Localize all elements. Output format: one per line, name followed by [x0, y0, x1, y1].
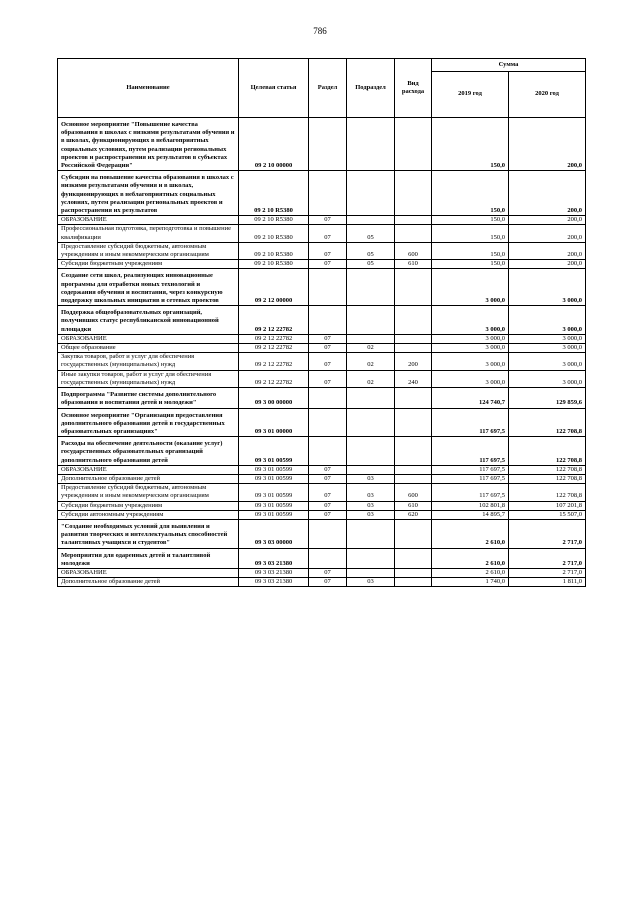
row-target-article-cell: 09 2 12 22782	[239, 370, 309, 387]
row-expense-type-cell: 600	[395, 484, 432, 501]
row-sum-2019-cell: 117 697,5	[432, 484, 509, 501]
row-name-cell: Иные закупки товаров, работ и услуг для обеспечения государственных (муниципальных) нужд	[58, 370, 239, 387]
row-subsection-cell	[347, 408, 395, 437]
row-sum-2020-cell: 122 708,8	[509, 437, 586, 466]
row-sum-2020-cell: 2 717,0	[509, 568, 586, 577]
row-expense-type-cell	[395, 118, 432, 171]
row-subsection-cell	[347, 465, 395, 474]
row-section-cell: 07	[309, 484, 347, 501]
row-target-article-cell: 09 3 01 00599	[239, 510, 309, 519]
row-sum-2019-cell: 117 697,5	[432, 408, 509, 437]
row-sum-2019-cell: 1 740,0	[432, 578, 509, 587]
table-row	[58, 353, 586, 370]
table-row	[58, 334, 586, 343]
row-sum-2020-cell: 200,0	[509, 242, 586, 259]
row-name-cell: "Создание необходимых условий для выявления и развития творческих и интеллектуальных способностей талантливых учащихся и студентов"	[58, 519, 239, 548]
row-subsection-cell: 05	[347, 225, 395, 242]
row-section-cell: 07	[309, 501, 347, 510]
header-sum: Сумма	[432, 59, 586, 72]
row-name-cell: Основное мероприятие "Повышение качества образования в школах с низкими результатами обучения и в школах, функционирующих в неблагоприятных социальных условиях, путем реализации региональных проектов и распространения их результатов в субъектах Российской Федерации"	[58, 118, 239, 171]
table-row	[58, 578, 586, 587]
row-sum-2020-cell: 15 507,0	[509, 510, 586, 519]
row-expense-type-cell	[395, 408, 432, 437]
row-target-article-cell: 09 2 10 R5380	[239, 225, 309, 242]
table-row	[58, 171, 586, 216]
row-target-article-cell: 09 3 01 00599	[239, 474, 309, 483]
header-subsection: Подраздел	[347, 59, 395, 118]
table-header	[58, 59, 586, 118]
row-target-article-cell: 09 3 00 00000	[239, 388, 309, 408]
row-expense-type-cell	[395, 465, 432, 474]
row-subsection-cell	[347, 171, 395, 216]
row-name-cell: Мероприятия для одаренных детей и талантливой молодежи	[58, 548, 239, 568]
row-sum-2019-cell: 2 610,0	[432, 568, 509, 577]
page-number: 786	[313, 26, 327, 36]
row-expense-type-cell	[395, 171, 432, 216]
row-sum-2019-cell: 102 801,8	[432, 501, 509, 510]
row-target-article-cell: 09 2 10 R5380	[239, 171, 309, 216]
row-section-cell	[309, 519, 347, 548]
row-section-cell	[309, 171, 347, 216]
row-sum-2020-cell: 3 000,0	[509, 269, 586, 306]
row-expense-type-cell	[395, 306, 432, 335]
row-section-cell	[309, 408, 347, 437]
row-sum-2019-cell: 3 000,0	[432, 269, 509, 306]
row-name-cell: Субсидии бюджетным учреждениям	[58, 501, 239, 510]
row-subsection-cell: 02	[347, 353, 395, 370]
row-section-cell: 07	[309, 216, 347, 225]
row-name-cell: Субсидии автономным учреждениям	[58, 510, 239, 519]
row-name-cell: ОБРАЗОВАНИЕ	[58, 216, 239, 225]
row-sum-2020-cell: 3 000,0	[509, 334, 586, 343]
row-sum-2019-cell: 2 610,0	[432, 519, 509, 548]
row-section-cell: 07	[309, 465, 347, 474]
row-name-cell: Общее образование	[58, 344, 239, 353]
row-name-cell: Субсидии бюджетным учреждениям	[58, 260, 239, 269]
row-name-cell: Создание сети школ, реализующих инновационные программы для отработки новых технологий и содержания обучения и воспитания, через конкурсную поддержку школьных инициатив и сетевых проектов	[58, 269, 239, 306]
row-target-article-cell: 09 2 10 00000	[239, 118, 309, 171]
row-section-cell	[309, 269, 347, 306]
row-sum-2019-cell: 150,0	[432, 242, 509, 259]
row-sum-2020-cell: 1 811,0	[509, 578, 586, 587]
table-row	[58, 465, 586, 474]
row-section-cell: 07	[309, 568, 347, 577]
row-sum-2019-cell: 150,0	[432, 260, 509, 269]
row-section-cell: 07	[309, 242, 347, 259]
row-section-cell: 07	[309, 578, 347, 587]
row-expense-type-cell	[395, 225, 432, 242]
row-target-article-cell: 09 3 01 00000	[239, 408, 309, 437]
table-body	[58, 118, 586, 587]
row-target-article-cell: 09 2 10 R5380	[239, 242, 309, 259]
row-section-cell: 07	[309, 370, 347, 387]
row-sum-2020-cell: 3 000,0	[509, 344, 586, 353]
row-name-cell: Субсидии на повышение качества образования в школах с низкими результатами обучения и в школах, функционирующих в неблагоприятных социальных условиях, путем реализации региональных проектов и распространения их результатов	[58, 171, 239, 216]
row-target-article-cell: 09 2 10 R5380	[239, 216, 309, 225]
row-name-cell: Закупка товаров, работ и услуг для обеспечения государственных (муниципальных) нужд	[58, 353, 239, 370]
row-target-article-cell: 09 3 01 00599	[239, 437, 309, 466]
row-sum-2020-cell: 107 201,8	[509, 501, 586, 510]
table-row	[58, 216, 586, 225]
row-section-cell	[309, 548, 347, 568]
row-sum-2020-cell: 200,0	[509, 260, 586, 269]
row-expense-type-cell: 610	[395, 501, 432, 510]
row-sum-2020-cell: 122 708,8	[509, 484, 586, 501]
row-sum-2020-cell: 2 717,0	[509, 519, 586, 548]
row-sum-2020-cell: 3 000,0	[509, 306, 586, 335]
table-row	[58, 501, 586, 510]
row-sum-2020-cell: 3 000,0	[509, 353, 586, 370]
row-expense-type-cell: 600	[395, 242, 432, 259]
row-subsection-cell: 03	[347, 578, 395, 587]
row-sum-2019-cell: 3 000,0	[432, 344, 509, 353]
table-row	[58, 344, 586, 353]
table-row	[58, 370, 586, 387]
row-name-cell: Расходы на обеспечение деятельности (оказание услуг) государственных образовательных организаций дополнительного образования детей	[58, 437, 239, 466]
row-section-cell: 07	[309, 225, 347, 242]
row-sum-2019-cell: 117 697,5	[432, 465, 509, 474]
row-sum-2019-cell: 150,0	[432, 118, 509, 171]
row-section-cell	[309, 388, 347, 408]
row-sum-2019-cell: 150,0	[432, 225, 509, 242]
row-name-cell: ОБРАЗОВАНИЕ	[58, 568, 239, 577]
row-sum-2019-cell: 117 697,5	[432, 474, 509, 483]
row-sum-2020-cell: 3 000,0	[509, 370, 586, 387]
table-row	[58, 306, 586, 335]
row-sum-2019-cell: 150,0	[432, 171, 509, 216]
header-section: Раздел	[309, 59, 347, 118]
row-expense-type-cell	[395, 568, 432, 577]
row-subsection-cell	[347, 568, 395, 577]
row-section-cell: 07	[309, 353, 347, 370]
row-name-cell: ОБРАЗОВАНИЕ	[58, 465, 239, 474]
row-section-cell: 07	[309, 474, 347, 483]
row-section-cell	[309, 437, 347, 466]
header-expense-type: Вид расхода	[395, 59, 432, 118]
table-row	[58, 118, 586, 171]
row-sum-2020-cell: 200,0	[509, 118, 586, 171]
row-sum-2020-cell: 200,0	[509, 216, 586, 225]
row-sum-2020-cell: 2 717,0	[509, 548, 586, 568]
header-year-2020: 2020 год	[509, 72, 586, 118]
row-subsection-cell	[347, 306, 395, 335]
row-target-article-cell: 09 2 12 22782	[239, 344, 309, 353]
row-expense-type-cell	[395, 437, 432, 466]
row-sum-2019-cell: 3 000,0	[432, 334, 509, 343]
row-expense-type-cell	[395, 474, 432, 483]
row-sum-2019-cell: 124 740,7	[432, 388, 509, 408]
row-subsection-cell	[347, 216, 395, 225]
row-target-article-cell: 09 3 03 21380	[239, 548, 309, 568]
row-target-article-cell: 09 2 12 22782	[239, 334, 309, 343]
row-sum-2019-cell: 150,0	[432, 216, 509, 225]
header-target-article: Целевая статья	[239, 59, 309, 118]
row-section-cell	[309, 118, 347, 171]
row-sum-2020-cell: 129 859,6	[509, 388, 586, 408]
table-row	[58, 269, 586, 306]
row-subsection-cell	[347, 118, 395, 171]
row-subsection-cell	[347, 388, 395, 408]
row-subsection-cell	[347, 437, 395, 466]
row-sum-2020-cell: 200,0	[509, 225, 586, 242]
table-row	[58, 548, 586, 568]
row-target-article-cell: 09 2 12 22782	[239, 353, 309, 370]
table-row	[58, 510, 586, 519]
row-target-article-cell: 09 3 01 00599	[239, 501, 309, 510]
row-sum-2020-cell: 122 708,8	[509, 408, 586, 437]
budget-table	[57, 58, 586, 587]
row-target-article-cell: 09 3 01 00599	[239, 484, 309, 501]
table-row	[58, 225, 586, 242]
row-sum-2020-cell: 200,0	[509, 171, 586, 216]
header-year-2019: 2019 год	[432, 72, 509, 118]
row-name-cell: Дополнительное образование детей	[58, 578, 239, 587]
row-subsection-cell: 03	[347, 510, 395, 519]
row-target-article-cell: 09 3 03 21380	[239, 568, 309, 577]
row-target-article-cell: 09 2 12 00000	[239, 269, 309, 306]
table-row	[58, 519, 586, 548]
row-subsection-cell: 02	[347, 344, 395, 353]
row-section-cell: 07	[309, 260, 347, 269]
row-section-cell: 07	[309, 510, 347, 519]
row-sum-2020-cell: 122 708,8	[509, 465, 586, 474]
table-row	[58, 408, 586, 437]
row-subsection-cell	[347, 269, 395, 306]
row-name-cell: Поддержка общеобразовательных организаций, получивших статус республиканской инновационной площадки	[58, 306, 239, 335]
table-row	[58, 242, 586, 259]
row-name-cell: Предоставление субсидий бюджетным, автономным учреждениям и иным некоммерческим организациям	[58, 242, 239, 259]
row-sum-2019-cell: 2 610,0	[432, 548, 509, 568]
table-row	[58, 260, 586, 269]
row-sum-2020-cell: 122 708,8	[509, 474, 586, 483]
row-target-article-cell: 09 3 03 00000	[239, 519, 309, 548]
row-subsection-cell: 05	[347, 260, 395, 269]
header-name: Наименование	[58, 59, 239, 118]
row-section-cell: 07	[309, 334, 347, 343]
row-section-cell: 07	[309, 344, 347, 353]
row-expense-type-cell: 200	[395, 353, 432, 370]
row-subsection-cell	[347, 519, 395, 548]
row-target-article-cell: 09 2 12 22782	[239, 306, 309, 335]
row-expense-type-cell	[395, 269, 432, 306]
row-expense-type-cell	[395, 388, 432, 408]
row-subsection-cell: 03	[347, 501, 395, 510]
row-target-article-cell: 09 3 01 00599	[239, 465, 309, 474]
table-row	[58, 388, 586, 408]
table-row	[58, 568, 586, 577]
row-subsection-cell	[347, 548, 395, 568]
row-name-cell: ОБРАЗОВАНИЕ	[58, 334, 239, 343]
row-subsection-cell: 03	[347, 474, 395, 483]
row-name-cell: Профессиональная подготовка, переподготовка и повышение квалификации	[58, 225, 239, 242]
row-target-article-cell: 09 2 10 R5380	[239, 260, 309, 269]
row-expense-type-cell	[395, 519, 432, 548]
row-expense-type-cell	[395, 548, 432, 568]
row-expense-type-cell	[395, 334, 432, 343]
row-subsection-cell	[347, 334, 395, 343]
row-name-cell: Дополнительное образование детей	[58, 474, 239, 483]
row-target-article-cell: 09 3 03 21380	[239, 578, 309, 587]
row-subsection-cell: 02	[347, 370, 395, 387]
row-subsection-cell: 05	[347, 242, 395, 259]
row-sum-2019-cell: 3 000,0	[432, 370, 509, 387]
table-row	[58, 484, 586, 501]
table-row	[58, 474, 586, 483]
row-sum-2019-cell: 3 000,0	[432, 353, 509, 370]
row-name-cell: Подпрограмма "Развитие системы дополнительного образования и воспитания детей и молодежи"	[58, 388, 239, 408]
row-expense-type-cell	[395, 344, 432, 353]
row-subsection-cell: 03	[347, 484, 395, 501]
row-name-cell: Предоставление субсидий бюджетным, автономным учреждениям и иным некоммерческим организациям	[58, 484, 239, 501]
row-expense-type-cell: 620	[395, 510, 432, 519]
row-sum-2019-cell: 14 895,7	[432, 510, 509, 519]
row-section-cell	[309, 306, 347, 335]
row-expense-type-cell: 240	[395, 370, 432, 387]
table-row	[58, 437, 586, 466]
row-sum-2019-cell: 3 000,0	[432, 306, 509, 335]
row-sum-2019-cell: 117 697,5	[432, 437, 509, 466]
row-expense-type-cell	[395, 216, 432, 225]
row-expense-type-cell	[395, 578, 432, 587]
row-name-cell: Основное мероприятие "Организация предоставления дополнительного образования детей в государственных образовательных организациях"	[58, 408, 239, 437]
row-expense-type-cell: 610	[395, 260, 432, 269]
